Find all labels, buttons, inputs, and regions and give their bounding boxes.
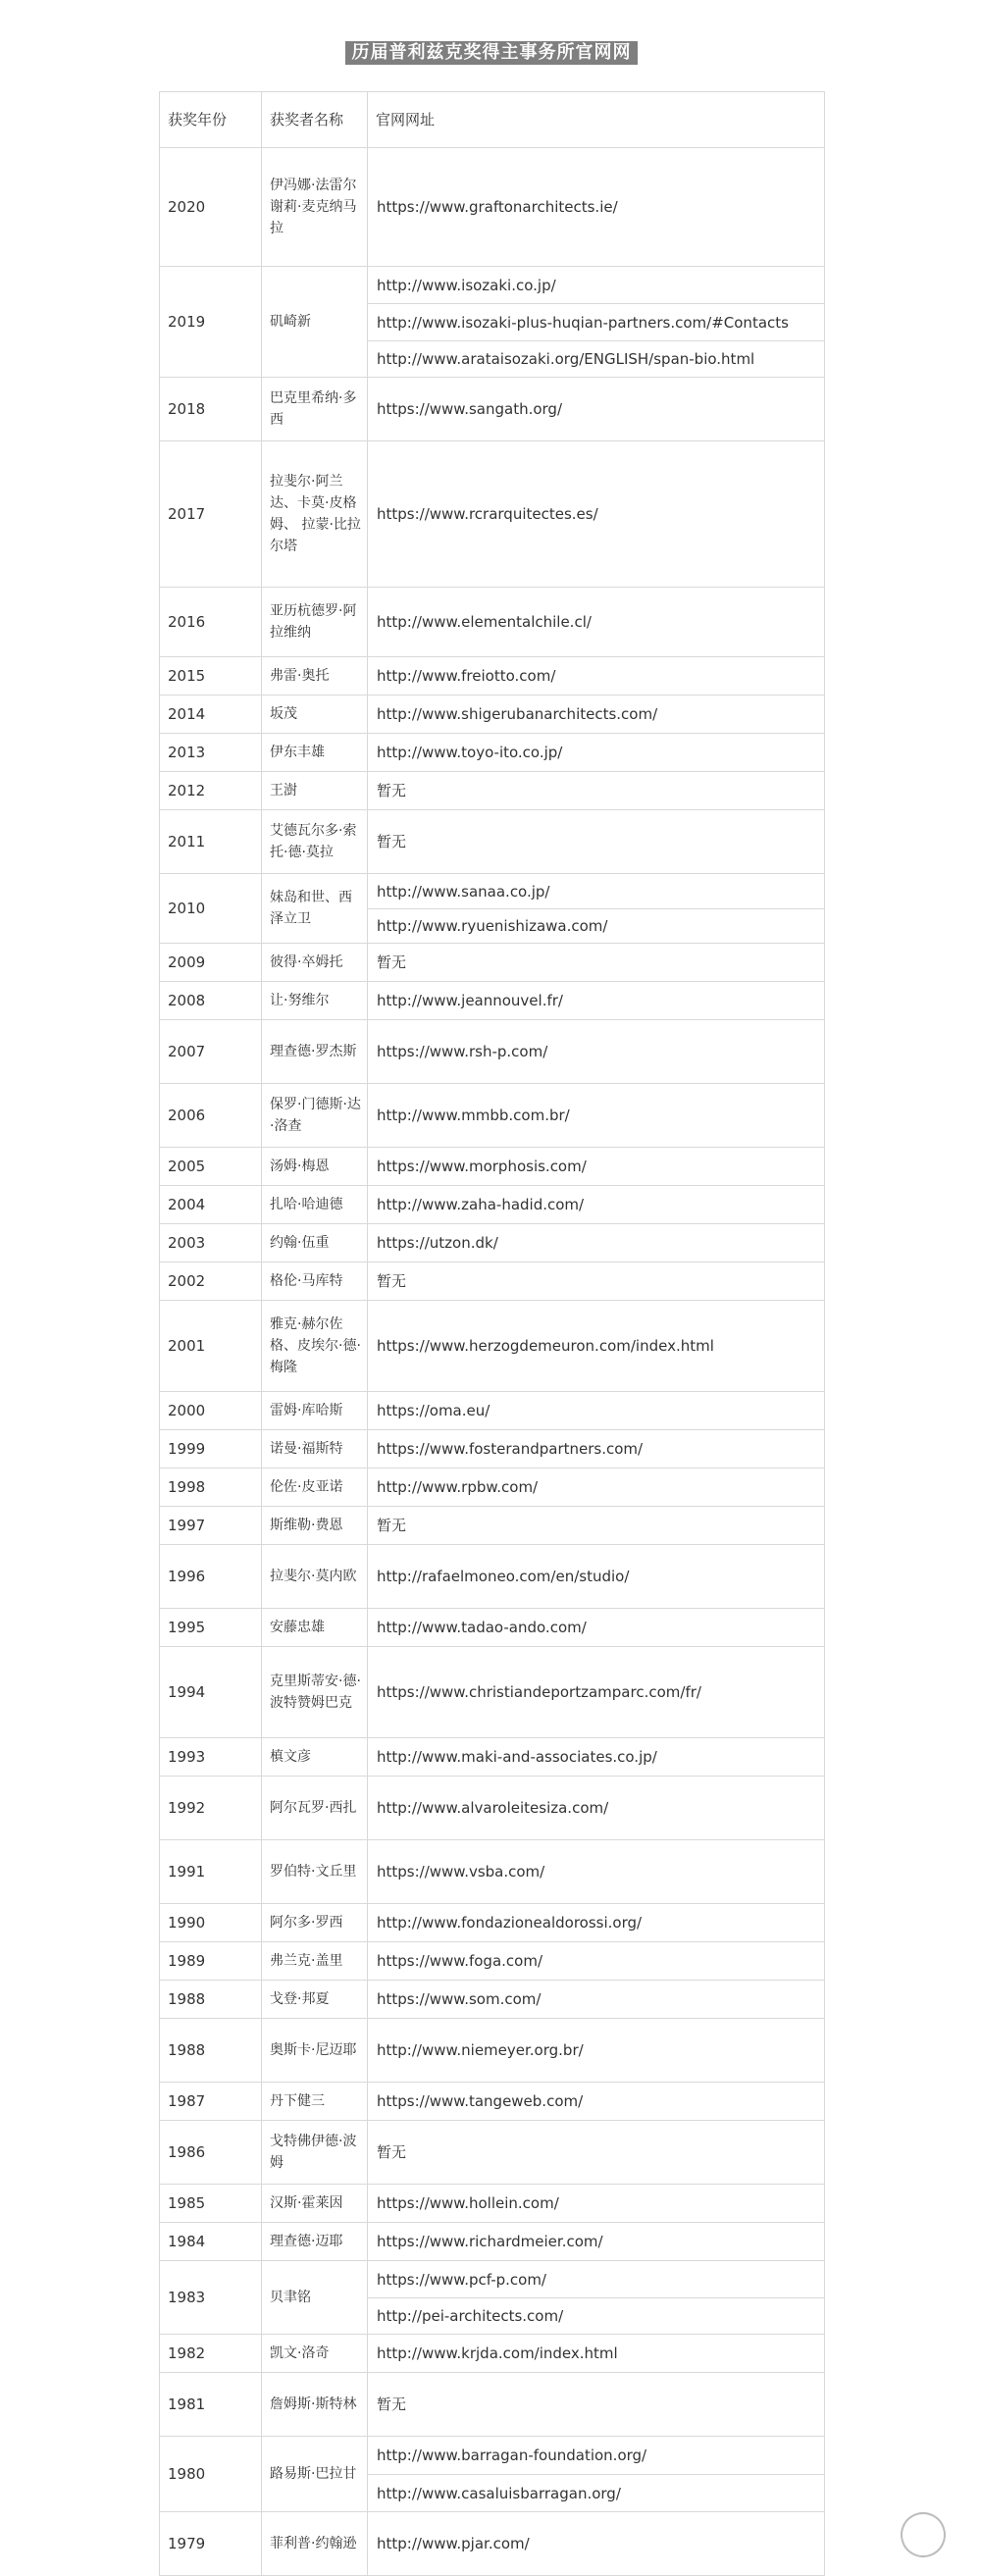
url-cell	[368, 588, 825, 657]
url-cell	[368, 441, 825, 588]
website-link[interactable]: http://www.arataisozaki.org/ENGLISH/span-bio.html	[368, 340, 824, 377]
year-cell: 2001	[160, 1301, 262, 1392]
website-link[interactable]: https://www.hollein.com/	[377, 2194, 559, 2212]
table-row	[160, 982, 825, 1020]
url-cell	[368, 1647, 825, 1738]
url-cell	[368, 2437, 825, 2512]
url-cell	[368, 810, 825, 874]
website-link[interactable]: http://www.barragan-foundation.org/	[377, 2447, 647, 2464]
website-link[interactable]: http://www.alvaroleitesiza.com/	[377, 1799, 609, 1817]
website-link[interactable]: http://www.rpbw.com/	[377, 1478, 539, 1496]
table-row	[160, 2373, 825, 2437]
url-cell	[368, 1468, 825, 1507]
year-cell: 1987	[160, 2083, 262, 2121]
website-link[interactable]: https://www.som.com/	[377, 1990, 542, 2008]
website-link[interactable]: http://www.sanaa.co.jp/	[377, 882, 550, 901]
url-cell	[368, 1840, 825, 1904]
table-row	[160, 267, 825, 378]
website-link[interactable]: http://www.jeannouvel.fr/	[377, 992, 563, 1009]
website-link[interactable]: http://www.pjar.com/	[377, 2535, 530, 2552]
name-cell: 阿尔瓦罗·西扎	[262, 1777, 368, 1840]
table-row	[160, 2512, 825, 2576]
website-link[interactable]: https://www.christiandeportzamparc.com/fr/	[377, 1683, 701, 1701]
name-cell: 格伦·马库特	[262, 1262, 368, 1301]
table-row	[160, 148, 825, 267]
year-cell: 1998	[160, 1468, 262, 1507]
table-row	[160, 734, 825, 772]
table-body	[160, 148, 825, 2576]
year-cell: 2015	[160, 657, 262, 696]
table-row	[160, 1981, 825, 2019]
website-link[interactable]: https://www.rcrarquitectes.es/	[377, 505, 598, 523]
table-row	[160, 378, 825, 441]
website-none: 暂无	[377, 782, 407, 799]
table-row	[160, 1507, 825, 1545]
website-link[interactable]: http://www.isozaki.co.jp/	[377, 276, 556, 294]
url-cell	[368, 874, 825, 944]
table-row	[160, 1262, 825, 1301]
website-link[interactable]: https://www.vsba.com/	[377, 1863, 545, 1880]
name-cell: 王澍	[262, 772, 368, 810]
name-cell: 克里斯蒂安·德·波特赞姆巴克	[262, 1647, 368, 1738]
url-cell	[368, 1981, 825, 2019]
name-cell: 约翰·伍重	[262, 1224, 368, 1262]
website-link[interactable]: https://oma.eu/	[377, 1402, 490, 1419]
url-cell	[368, 2083, 825, 2121]
website-link[interactable]: http://www.tadao-ando.com/	[377, 1619, 587, 1636]
year-cell: 1979	[160, 2512, 262, 2576]
url-cell	[368, 772, 825, 810]
header-year: 获奖年份	[160, 92, 262, 148]
name-cell: 罗伯特·文丘里	[262, 1840, 368, 1904]
year-cell: 1995	[160, 1609, 262, 1647]
url-cell	[368, 2185, 825, 2223]
name-cell: 詹姆斯·斯特林	[262, 2373, 368, 2437]
table-row	[160, 441, 825, 588]
name-cell: 理查德·罗杰斯	[262, 1020, 368, 1084]
website-none: 暂无	[377, 1272, 407, 1290]
website-link[interactable]: https://www.morphosis.com/	[377, 1158, 587, 1175]
name-cell: 槙文彦	[262, 1738, 368, 1777]
website-link[interactable]: http://www.niemeyer.org.br/	[377, 2041, 584, 2059]
name-cell: 阿尔多·罗西	[262, 1904, 368, 1942]
website-link[interactable]: http://www.zaha-hadid.com/	[377, 1196, 585, 1213]
url-cell	[368, 2019, 825, 2083]
website-link[interactable]: https://www.sangath.org/	[377, 400, 563, 418]
table-row	[160, 1430, 825, 1468]
year-cell: 1988	[160, 1981, 262, 2019]
table-row	[160, 772, 825, 810]
year-cell: 1990	[160, 1904, 262, 1942]
url-cell	[368, 1301, 825, 1392]
page-title: 历届普利兹克奖得主事务所官网网址	[345, 41, 638, 65]
name-cell: 弗雷·奥托	[262, 657, 368, 696]
year-cell: 1993	[160, 1738, 262, 1777]
year-cell: 1997	[160, 1507, 262, 1545]
website-link[interactable]: http://www.maki-and-associates.co.jp/	[377, 1748, 657, 1766]
table-row	[160, 1777, 825, 1840]
table-row	[160, 2083, 825, 2121]
name-cell: 奥斯卡·尼迈耶	[262, 2019, 368, 2083]
name-cell: 伊东丰雄	[262, 734, 368, 772]
name-cell: 戈登·邦夏	[262, 1981, 368, 2019]
year-cell: 2009	[160, 944, 262, 982]
year-cell: 2007	[160, 1020, 262, 1084]
name-cell: 妹岛和世、西泽立卫	[262, 874, 368, 944]
year-cell: 2013	[160, 734, 262, 772]
table-row	[160, 1020, 825, 1084]
year-cell: 1996	[160, 1545, 262, 1609]
name-cell: 诺曼·福斯特	[262, 1430, 368, 1468]
year-cell: 2003	[160, 1224, 262, 1262]
url-cell	[368, 378, 825, 441]
website-link[interactable]: https://www.foga.com/	[377, 1952, 542, 1970]
website-link[interactable]: http://pei-architects.com/	[368, 2297, 824, 2334]
year-cell: 1983	[160, 2261, 262, 2335]
name-cell: 安藤忠雄	[262, 1609, 368, 1647]
name-cell: 汤姆·梅恩	[262, 1148, 368, 1186]
website-link[interactable]: https://www.fosterandpartners.com/	[377, 1440, 644, 1458]
header-url: 官网网址	[368, 92, 825, 148]
website-link[interactable]: http://www.isozaki-plus-huqian-partners.com/#Contacts	[368, 303, 824, 340]
table-header-row	[160, 92, 825, 148]
url-cell	[368, 2121, 825, 2185]
url-cell	[368, 2512, 825, 2576]
name-cell: 弗兰克·盖里	[262, 1942, 368, 1981]
url-cell	[368, 1777, 825, 1840]
name-cell: 艾德瓦尔多·索托·德·莫拉	[262, 810, 368, 874]
website-link[interactable]: https://utzon.dk/	[377, 1234, 498, 1252]
url-cell	[368, 1904, 825, 1942]
url-cell	[368, 2223, 825, 2261]
name-cell: 拉斐尔·莫内欧	[262, 1545, 368, 1609]
website-link[interactable]: http://www.shigerubanarchitects.com/	[377, 705, 658, 723]
website-link[interactable]: http://www.freiotto.com/	[377, 667, 556, 685]
name-cell: 彼得·卒姆托	[262, 944, 368, 982]
website-link[interactable]: https://www.pcf-p.com/	[377, 2270, 546, 2289]
url-cell	[368, 1545, 825, 1609]
table-row	[160, 657, 825, 696]
name-cell: 拉斐尔·阿兰达、卡莫·皮格姆、 拉蒙·比拉尔塔	[262, 441, 368, 588]
year-cell: 2002	[160, 1262, 262, 1301]
name-cell: 扎哈·哈迪德	[262, 1186, 368, 1224]
name-cell: 菲利普·约翰逊	[262, 2512, 368, 2576]
table-row	[160, 2185, 825, 2223]
year-cell: 1991	[160, 1840, 262, 1904]
year-cell: 2000	[160, 1392, 262, 1430]
table-row	[160, 1084, 825, 1148]
year-cell: 1985	[160, 2185, 262, 2223]
website-link[interactable]: https://www.richardmeier.com/	[377, 2233, 603, 2250]
name-cell: 雅克·赫尔佐格、皮埃尔·德·梅隆	[262, 1301, 368, 1392]
website-link[interactable]: http://www.ryuenishizawa.com/	[368, 908, 824, 943]
website-link[interactable]: http://www.fondazionealdorossi.org/	[377, 1914, 643, 1932]
url-cell	[368, 982, 825, 1020]
url-cell	[368, 1942, 825, 1981]
url-cell	[368, 1186, 825, 1224]
year-cell: 1989	[160, 1942, 262, 1981]
website-link[interactable]: http://www.mmbb.com.br/	[377, 1107, 570, 1124]
year-cell: 1984	[160, 2223, 262, 2261]
table-row	[160, 2121, 825, 2185]
year-cell: 1992	[160, 1777, 262, 1840]
url-cell	[368, 696, 825, 734]
url-cell	[368, 1430, 825, 1468]
table-row	[160, 1468, 825, 1507]
year-cell: 2012	[160, 772, 262, 810]
header-name: 获奖者名称	[262, 92, 368, 148]
table-row	[160, 1738, 825, 1777]
table-row	[160, 2437, 825, 2512]
url-cell	[368, 944, 825, 982]
year-cell: 2010	[160, 874, 262, 944]
table-row	[160, 1840, 825, 1904]
website-link[interactable]: https://www.graftonarchitects.ie/	[377, 198, 618, 216]
name-cell: 戈特佛伊德·波姆	[262, 2121, 368, 2185]
name-cell: 巴克里希纳·多西	[262, 378, 368, 441]
url-cell	[368, 1084, 825, 1148]
name-cell: 凯文·洛奇	[262, 2335, 368, 2373]
website-none: 暂无	[377, 2143, 407, 2161]
table-row	[160, 1392, 825, 1430]
website-link[interactable]: https://www.rsh-p.com/	[377, 1043, 548, 1060]
url-cell	[368, 2373, 825, 2437]
website-link[interactable]: http://rafaelmoneo.com/en/studio/	[377, 1568, 630, 1585]
table-row	[160, 2335, 825, 2373]
url-cell	[368, 148, 825, 267]
table-row	[160, 1186, 825, 1224]
name-cell: 理查德·迈耶	[262, 2223, 368, 2261]
url-cell	[368, 1392, 825, 1430]
table-row	[160, 696, 825, 734]
name-cell: 伊冯娜·法雷尔 谢莉·麦克纳马拉	[262, 148, 368, 267]
table-row	[160, 1224, 825, 1262]
website-link[interactable]: http://www.krjda.com/index.html	[377, 2344, 618, 2362]
year-cell: 2005	[160, 1148, 262, 1186]
url-cell	[368, 1738, 825, 1777]
name-cell: 亚历杭德罗·阿拉维纳	[262, 588, 368, 657]
table-row	[160, 874, 825, 944]
url-cell	[368, 734, 825, 772]
table-row	[160, 2019, 825, 2083]
table-row	[160, 588, 825, 657]
year-cell: 1980	[160, 2437, 262, 2512]
name-cell: 让·努维尔	[262, 982, 368, 1020]
year-cell: 2014	[160, 696, 262, 734]
year-cell: 2020	[160, 148, 262, 267]
table-row	[160, 944, 825, 982]
table-row	[160, 1545, 825, 1609]
year-cell: 2008	[160, 982, 262, 1020]
website-link[interactable]: http://www.casaluisbarragan.org/	[368, 2474, 824, 2511]
year-cell: 1988	[160, 2019, 262, 2083]
website-link[interactable]: https://www.herzogdemeuron.com/index.html	[377, 1337, 714, 1355]
table-row	[160, 810, 825, 874]
year-cell: 1994	[160, 1647, 262, 1738]
year-cell: 1999	[160, 1430, 262, 1468]
year-cell: 2018	[160, 378, 262, 441]
year-cell: 2006	[160, 1084, 262, 1148]
name-cell: 伦佐·皮亚诺	[262, 1468, 368, 1507]
url-cell	[368, 1262, 825, 1301]
website-none: 暂无	[377, 953, 407, 971]
url-cell	[368, 1148, 825, 1186]
year-cell: 2016	[160, 588, 262, 657]
name-cell: 丹下健三	[262, 2083, 368, 2121]
table-row	[160, 1942, 825, 1981]
name-cell: 贝聿铭	[262, 2261, 368, 2335]
url-cell	[368, 2335, 825, 2373]
year-cell: 2011	[160, 810, 262, 874]
website-none: 暂无	[377, 2396, 407, 2413]
table-row	[160, 1647, 825, 1738]
year-cell: 1982	[160, 2335, 262, 2373]
table-row	[160, 1301, 825, 1392]
pritzker-table	[159, 91, 825, 2576]
website-none: 暂无	[377, 1517, 407, 1534]
name-cell: 坂茂	[262, 696, 368, 734]
name-cell: 雷姆·库哈斯	[262, 1392, 368, 1430]
url-cell	[368, 1507, 825, 1545]
table-row	[160, 1904, 825, 1942]
watermark-stamp	[895, 2506, 952, 2563]
url-cell	[368, 1224, 825, 1262]
website-link[interactable]: https://www.tangeweb.com/	[377, 2092, 584, 2110]
website-none: 暂无	[377, 833, 407, 850]
url-cell	[368, 1609, 825, 1647]
name-cell: 斯维勒·费恩	[262, 1507, 368, 1545]
year-cell: 1986	[160, 2121, 262, 2185]
name-cell: 矶崎新	[262, 267, 368, 378]
url-cell	[368, 267, 825, 378]
name-cell: 汉斯·霍莱因	[262, 2185, 368, 2223]
year-cell: 2019	[160, 267, 262, 378]
table-row	[160, 1609, 825, 1647]
table-row	[160, 2261, 825, 2335]
year-cell: 1981	[160, 2373, 262, 2437]
name-cell: 保罗·门德斯·达·洛查	[262, 1084, 368, 1148]
table-row	[160, 1148, 825, 1186]
year-cell: 2017	[160, 441, 262, 588]
url-cell	[368, 1020, 825, 1084]
table-row	[160, 2223, 825, 2261]
url-cell	[368, 657, 825, 696]
name-cell: 路易斯·巴拉甘	[262, 2437, 368, 2512]
website-link[interactable]: http://www.elementalchile.cl/	[377, 613, 592, 631]
year-cell: 2004	[160, 1186, 262, 1224]
url-cell	[368, 2261, 825, 2335]
website-link[interactable]: http://www.toyo-ito.co.jp/	[377, 744, 563, 761]
